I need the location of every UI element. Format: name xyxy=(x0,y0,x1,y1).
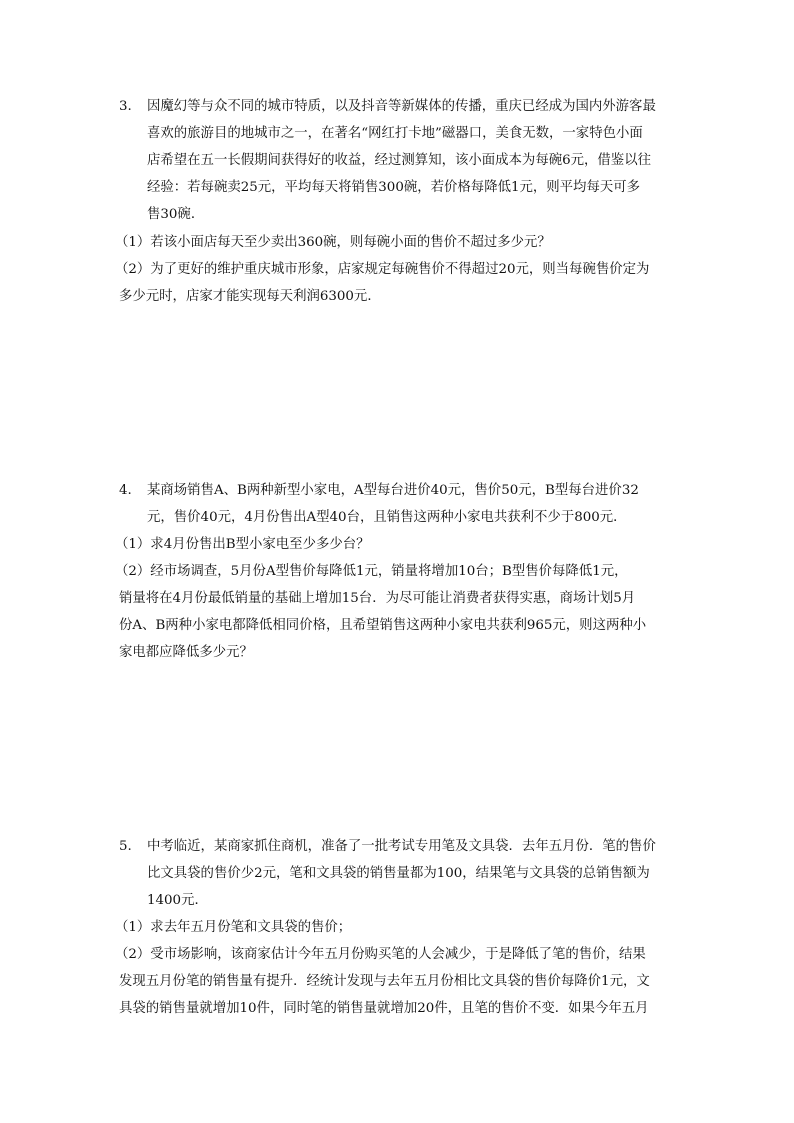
stem-line: 比文具袋的售价少2元，笔和文具袋的销售量都为100，结果笔与文具袋的总销售额为 xyxy=(147,866,650,881)
sub-question: （2）受市场影响，该商家估计今年五月份购买笔的人会减少，于是降低了笔的售价，结果 xyxy=(115,947,646,962)
sub-question: 份A、B两种小家电都降低相同价格，且希望销售这两种小家电共获利965元，则这两种小 xyxy=(119,618,647,633)
sub-question: 发现五月份笔的销售量有提升．经统计发现与去年五月份相比文具袋的售价每降价1元，文 xyxy=(119,974,650,989)
stem-line: 经验：若每碗卖25元，平均每天将销售300碗，若价格每降低1元，则平均每天可多 xyxy=(147,180,641,195)
sub-question: （1）若该小面店每天至少卖出360碗，则每碗小面的售价不超过多少元？ xyxy=(115,235,551,250)
stem-line: 元，售价40元，4月份售出A型40台，且销售这两种小家电共获利不少于800元． xyxy=(147,510,627,525)
stem-line: 喜欢的旅游目的地城市之一，在著名“网红打卡地”磁器口，美食无数，一家特色小面 xyxy=(147,126,643,141)
stem-line: 售30碗． xyxy=(147,207,205,222)
sub-question: （2）为了更好的维护重庆城市形象，店家规定每碗售价不得超过20元，则当每碗售价定为 xyxy=(115,262,650,277)
sub-question: （1）求4月份售出B型小家电至少多少台？ xyxy=(115,537,370,552)
question-number: 5. xyxy=(119,839,132,854)
sub-question: 家电都应降低多少元？ xyxy=(119,645,253,660)
sub-question: 多少元时，店家才能实现每天利润6300元． xyxy=(119,289,381,304)
sub-question: 具袋的销售量就增加10件，同时笔的销售量就增加20件，且笔的售价不变．如果今年五月 xyxy=(119,1001,649,1016)
question-number: 3. xyxy=(119,99,132,114)
sub-question: （1）求去年五月份笔和文具袋的售价； xyxy=(115,920,352,935)
stem-line: 因魔幻等与众不同的城市特质，以及抖音等新媒体的传播，重庆已经成为国内外游客最 xyxy=(147,99,656,114)
sub-question: （2）经市场调查，5月份A型售价每降低1元，销量将增加10台；B型售价每降低1元， xyxy=(115,564,628,579)
stem-line: 某商场销售A、B两种新型小家电，A型每台进价40元，售价50元，B型每台进价32 xyxy=(147,483,639,498)
stem-line: 中考临近，某商家抓住商机，准备了一批考试专用笔及文具袋．去年五月份．笔的售价 xyxy=(147,839,656,854)
stem-line: 店希望在五一长假期间获得好的收益，经过测算知，该小面成本为每碗6元，借鉴以往 xyxy=(147,153,651,168)
stem-line: 1400元． xyxy=(147,893,208,908)
question-number: 4. xyxy=(119,483,132,498)
sub-question: 销量将在4月份最低销量的基础上增加15台．为尽可能让消费者获得实惠，商场计划5月 xyxy=(119,591,636,606)
